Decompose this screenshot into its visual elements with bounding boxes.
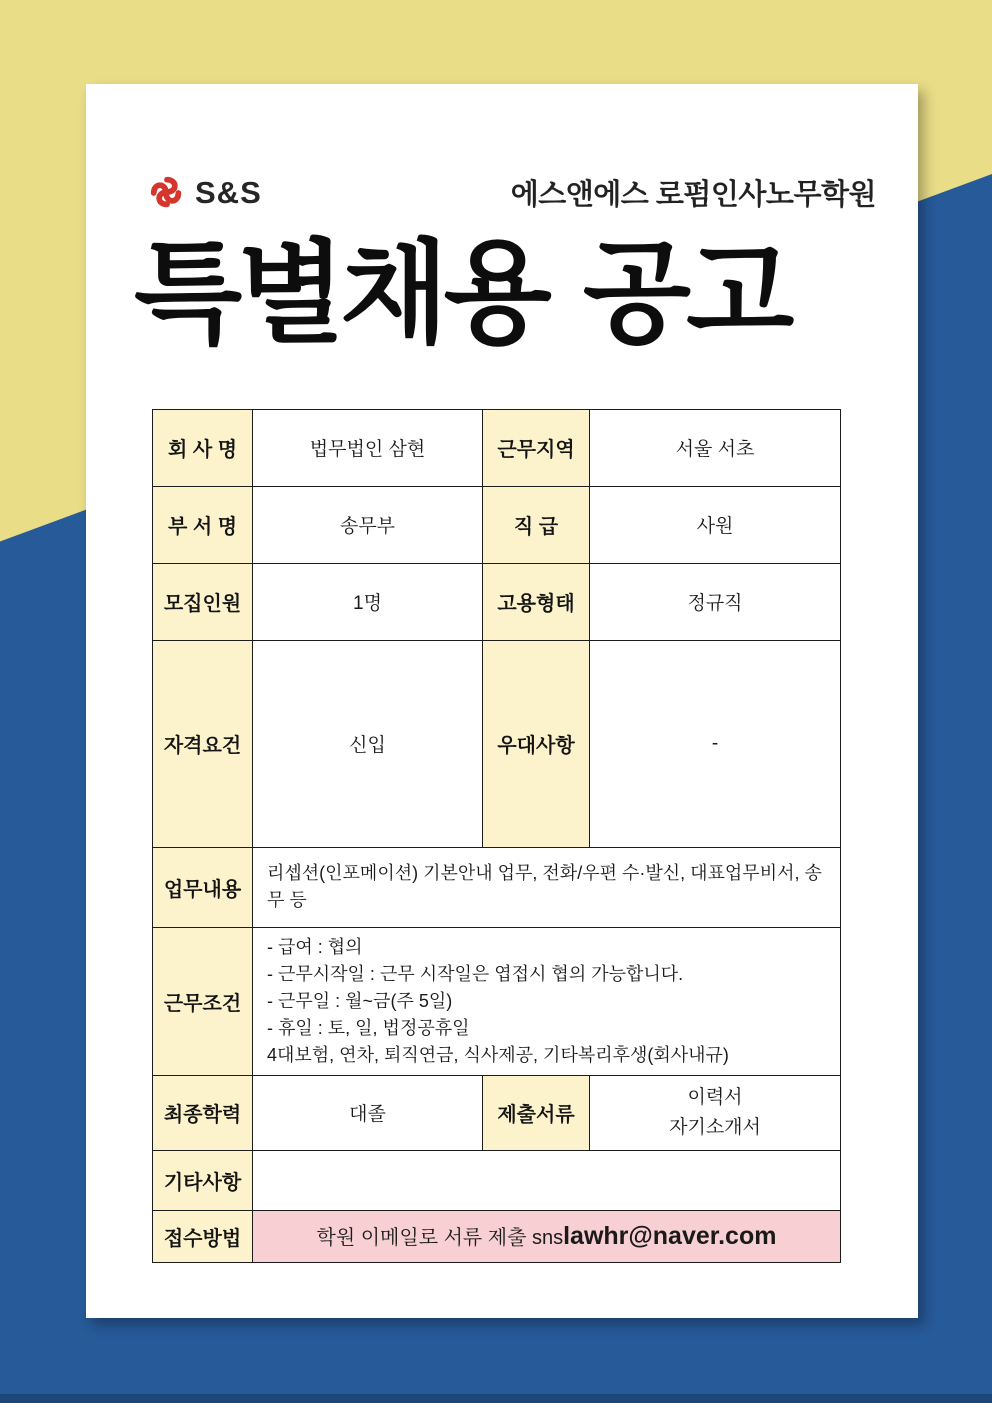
- document-cover-letter: 자기소개서: [669, 1116, 761, 1138]
- document-resume: 이력서: [687, 1086, 743, 1108]
- work-location-label: 근무지역: [483, 409, 590, 486]
- table-row-qualification: [153, 640, 841, 847]
- job-description-value: 리셉션(인포메이션) 기본안내 업무, 전화/우편 수·발신, 대표업무비서, 송무 등: [253, 847, 841, 927]
- condition-workdays: - 근무일 : 월~금(주 5일): [267, 990, 453, 1011]
- brand-logo: [148, 174, 262, 212]
- apply-method-value: [253, 1210, 841, 1262]
- recruit-table: [152, 409, 841, 1263]
- company-name-label: 회 사 명: [153, 409, 253, 486]
- employment-type-label: 고용형태: [483, 563, 590, 640]
- sns-knot-icon: [148, 174, 186, 212]
- headcount-label: 모집인원: [153, 563, 253, 640]
- qualification-value: 신입: [253, 640, 483, 847]
- table-row-education: [153, 1075, 841, 1150]
- preference-label: 우대사항: [483, 640, 590, 847]
- table-row-work-conditions: [153, 927, 841, 1075]
- documents-label: 제출서류: [483, 1075, 590, 1150]
- education-value: 대졸: [253, 1075, 483, 1150]
- table-row-apply-method: [153, 1210, 841, 1262]
- company-name-value: 법무법인 삼현: [253, 409, 483, 486]
- apply-method-text: 학원 이메일로 서류 제출 sns: [316, 1227, 564, 1250]
- condition-holidays: - 휴일 : 토, 일, 법정공휴일: [267, 1017, 470, 1038]
- preference-value: -: [590, 640, 841, 847]
- etc-label: 기타사항: [153, 1150, 253, 1210]
- documents-value: [590, 1075, 841, 1150]
- work-location-value: 서울 서초: [590, 409, 841, 486]
- position-value: 사원: [590, 486, 841, 563]
- education-label: 최종학력: [153, 1075, 253, 1150]
- employment-type-value: 정규직: [590, 563, 841, 640]
- org-name: 에스앤에스 로펌인사노무학원: [510, 179, 876, 211]
- job-description-label: 업무내용: [153, 847, 253, 927]
- condition-salary: - 급여 : 협의: [267, 936, 363, 957]
- position-label: 직 급: [483, 486, 590, 563]
- table-row-job-description: [153, 847, 841, 927]
- table-row-etc: [153, 1150, 841, 1210]
- poster-card: [86, 84, 918, 1318]
- headcount-value: 1명: [253, 563, 483, 640]
- apply-email: lawhr@naver.com: [563, 1222, 777, 1251]
- page-title: 특별채용 공고: [134, 231, 790, 356]
- etc-value: [253, 1150, 841, 1210]
- condition-benefits: 4대보험, 연차, 퇴직연금, 식사제공, 기타복리후생(회사내규): [267, 1044, 729, 1065]
- work-conditions-label: 근무조건: [153, 927, 253, 1075]
- bottom-strip: [0, 1394, 992, 1403]
- card-header: [148, 172, 876, 213]
- logo-text: S&S: [195, 174, 262, 210]
- qualification-label: 자격요건: [153, 640, 253, 847]
- table-row-headcount: [153, 563, 841, 640]
- table-row-company: [153, 409, 841, 486]
- apply-method-label: 접수방법: [153, 1210, 253, 1262]
- table-row-department: [153, 486, 841, 563]
- department-label: 부 서 명: [153, 486, 253, 563]
- condition-start-date: - 근무시작일 : 근무 시작일은 엽접시 협의 가능합니다.: [267, 963, 684, 984]
- work-conditions-value: [253, 927, 841, 1075]
- department-value: 송무부: [253, 486, 483, 563]
